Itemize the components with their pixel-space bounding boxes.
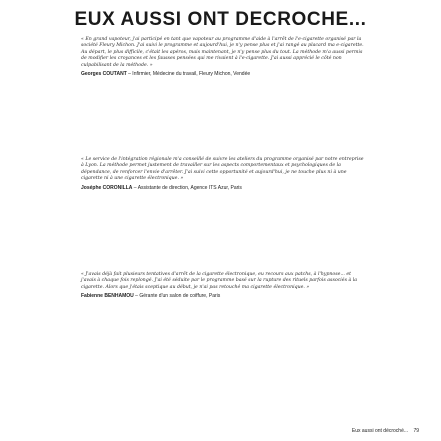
testimonial-1 [81,37,365,78]
testimonial-author [81,71,365,78]
page-footer [352,428,419,434]
testimonial-quote: « En grand vapoteur, j'ai participé en tant que vapoteur au programme d'aide à l'arrêt de l'e-cigarette organisé par la société Fleury Michon. J'ai suivi le programme et aujourd'hui, je n'y pense plus et j'ai rangé au placard ma e-cigarette. Au départ, le plus difficile, c'était les apéros, mais maintenant, je n'y pense plus du tout. La méthode m'a aussi permis de modifier les croyances et les fausses pensées qui me rivaient à l'e-cigarette. J'ai aussi apprécié le côté non culpabilisant de la méthode. » [81,37,364,68]
running-title: Eux aussi ont décroché... [351,428,409,434]
testimonial-author [81,293,365,300]
author-role: – Assistante de direction, Agence ITS Azur, Paris [132,184,242,191]
author-name: Fabienne BENHAMOU [81,293,134,300]
author-name: Georges COUTANT [81,71,127,78]
author-role: – Gérante d'un salon de coiffure, Paris [133,293,221,300]
testimonial-quote: « Le service de l'intégration régionale m'a conseillé de suivre les ateliers du programme organisé par notre entreprise à Lyon. La méthode permet justement de travailler sur les aspects comportementaux et psychologiques de la dépendance, de renforcer l'envie d'arrêter. J'ai suivi cette opportunité et aujourd'hui, je ne touche plus ni à une cigarette ni à une cigarette électronique. » [81,157,364,182]
page-title: EUX AUSSI ONT DECROCHE... [74,9,367,30]
page-number: 79 [413,428,419,434]
author-role: – Infirmier, Médecine du travail, Fleury Michon, Vendée [126,71,251,78]
testimonial-author [81,185,365,192]
testimonial-quote: « J'avais déjà fait plusieurs tentatives d'arrêt de la cigarette électronique, eu recours aux patchs, à l'hypnose... et j'avais à chaque fois replongé. J'ai été séduite par le programme basé sur la rupture des rituels parfois associés à la cigarette. Alors que j'étais sceptique au début, je n'ai pas retouché ma cigarette électronique. » [81,272,358,290]
author-name: Joséphe CORONILLA [81,184,133,191]
testimonial-2 [81,157,365,191]
testimonial-3 [81,272,365,300]
